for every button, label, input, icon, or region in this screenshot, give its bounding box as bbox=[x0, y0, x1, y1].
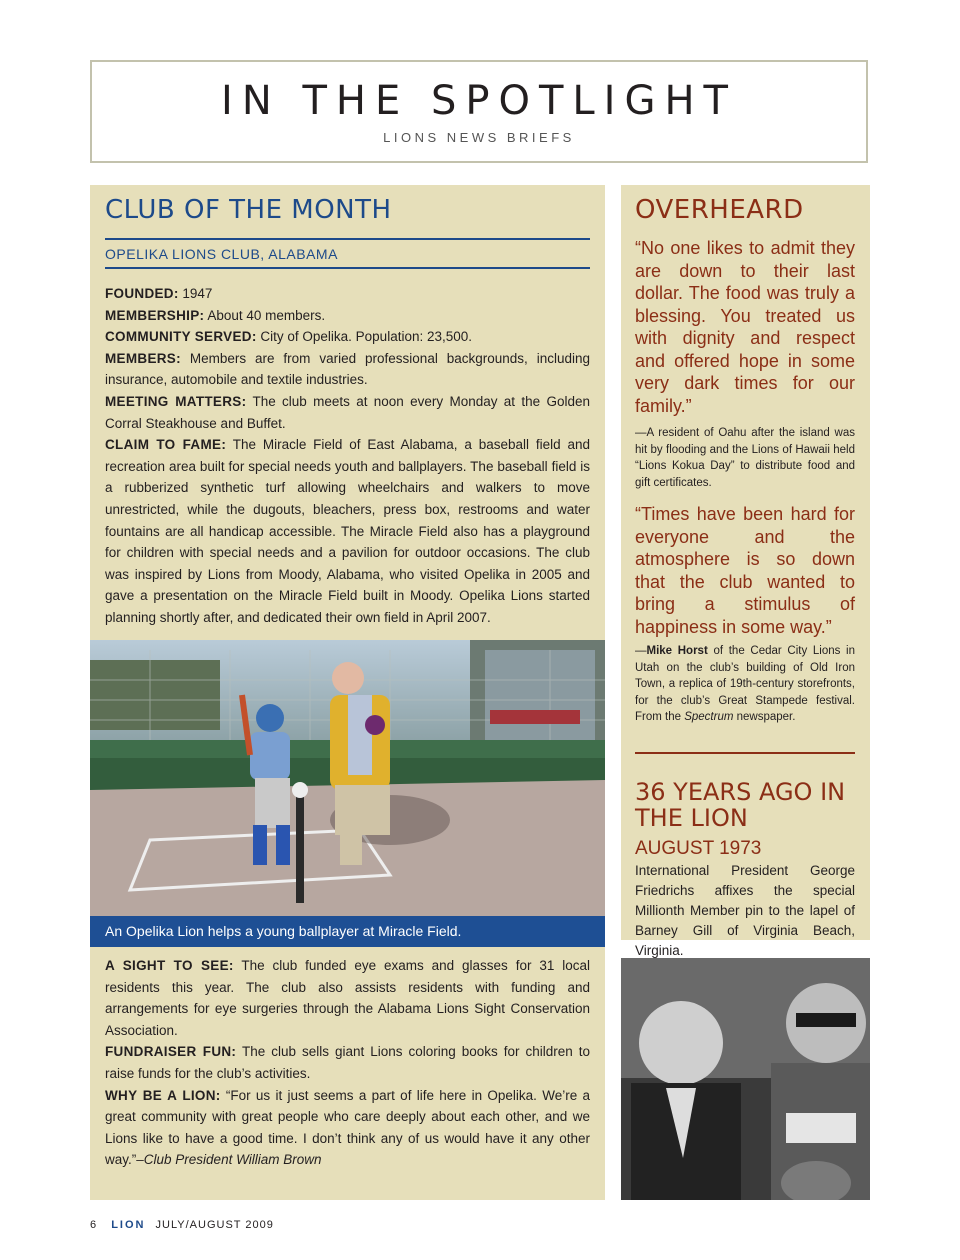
club-more-facts bbox=[105, 955, 590, 1171]
fact-label: A SIGHT TO SEE: bbox=[105, 958, 234, 973]
attribution-text: of the Cedar City Lions in Utah on the club’s building of Old Iron Town, a replica of 19th-century storefronts, for the club’s Great Stampede festival. From the bbox=[635, 645, 855, 723]
years-ago-text: International President George Friedrichs affixes the special Millionth Member pin to the lapel of Barney Gill of Virginia Beach, Virginia. bbox=[635, 863, 855, 958]
fact-value: The Miracle Field of East Alabama, a baseball field and recreation area built for special needs youth and ballplayers. The baseball field is a rubberized synthetic turf allowing wheelchairs and walkers to move unrestricted, while the dugouts, bleachers, press box, restrooms and water fountains are all handicap accessible. The Miracle Field also has a playground for children with special needs and a pavilion for outdoor occasions. The club was inspired by Lions from Moody, Alabama, who visited Opelika in 2005 and gave a presentation on the Miracle Field built in Moody. Opelika Lions started planning shortly after, and dedicated their own field in April 2007. bbox=[105, 437, 590, 625]
section-divider bbox=[635, 752, 855, 754]
page-title: IN THE SPOTLIGHT bbox=[221, 78, 737, 124]
overheard-quote-1: “No one likes to admit they are down to their last dollar. The food was truly a blessing. You treated us with dignity and respect and offered hope in some very dark times for our family.” bbox=[635, 238, 855, 416]
fact-value: City of Opelika. Population: 23,500. bbox=[256, 329, 473, 345]
club-of-the-month-panel bbox=[90, 185, 605, 1200]
fact-community bbox=[105, 326, 590, 348]
fact-members bbox=[105, 348, 590, 391]
fact-value: “For us it just seems a part of life here in Opelika. We’re a great community with great people who care deeply about each other, and we Lions like to have a good time. I don’t think any of us would have it any other way.” bbox=[105, 1087, 591, 1168]
page-subtitle: LIONS NEWS BRIEFS bbox=[383, 130, 575, 145]
fact-label: COMMUNITY SERVED: bbox=[105, 329, 257, 345]
fact-label: MEMBERS: bbox=[105, 350, 181, 366]
fact-membership bbox=[105, 305, 590, 327]
miracle-field-illustration bbox=[90, 640, 605, 916]
divider-bottom bbox=[105, 267, 590, 269]
historic-photo-illustration bbox=[621, 958, 870, 1200]
header-box bbox=[90, 60, 868, 163]
overheard-attribution-1: —A resident of Oahu after the island was hit by flooding and the Lions of Hawaii held “Lions Kokua Day” to distribute food and gift certificates. bbox=[635, 427, 855, 489]
overheard-quote-2: “Times have been hard for everyone and the atmosphere is so down that the club wanted to bring a stimulus of happiness in some way.” bbox=[635, 504, 855, 637]
fact-value: Members are from varied professional backgrounds, including insurance, automobile and textile industries. bbox=[105, 350, 590, 388]
attribution-publication: Spectrum bbox=[684, 711, 734, 723]
overheard-title: OVERHEARD bbox=[635, 195, 804, 225]
quote-signature: –Club President William Brown bbox=[136, 1152, 322, 1168]
club-section-title: CLUB OF THE MONTH bbox=[105, 195, 392, 225]
fact-value: 1947 bbox=[178, 286, 213, 301]
attribution-name: Mike Horst bbox=[646, 645, 708, 657]
fact-label: WHY BE A LION: bbox=[105, 1087, 221, 1103]
fact-why bbox=[105, 1085, 590, 1171]
issue-date: JULY/AUGUST 2009 bbox=[155, 1219, 274, 1231]
fact-claim bbox=[105, 434, 590, 628]
attribution-dash: — bbox=[635, 645, 647, 657]
fact-label: CLAIM TO FAME: bbox=[105, 437, 227, 453]
page-number: 6 bbox=[90, 1219, 98, 1231]
divider-top bbox=[105, 238, 590, 240]
overheard-attribution-2 bbox=[635, 643, 855, 726]
years-ago-title: 36 YEARS AGO IN THE LION bbox=[635, 778, 846, 832]
attribution-end: newspaper. bbox=[733, 711, 796, 723]
fact-label: FOUNDED: bbox=[105, 286, 179, 301]
historic-photo bbox=[621, 958, 870, 1200]
fact-label: MEETING MATTERS: bbox=[105, 393, 247, 409]
fact-value: About 40 members. bbox=[204, 307, 326, 323]
club-name: OPELIKA LIONS CLUB, ALABAMA bbox=[105, 246, 338, 262]
miracle-field-photo bbox=[90, 640, 605, 916]
fact-label: FUNDRAISER FUN: bbox=[105, 1044, 237, 1060]
fact-value: The club meets at noon every Monday at the Golden Corral Steakhouse and Buffet. bbox=[105, 393, 590, 431]
fact-sight bbox=[105, 955, 590, 1041]
photo-caption: An Opelika Lion helps a young ballplayer at Miracle Field. bbox=[90, 916, 605, 947]
magazine-name: LION bbox=[111, 1219, 146, 1231]
page-footer bbox=[90, 1219, 274, 1231]
overheard-panel bbox=[621, 185, 870, 958]
fact-meeting bbox=[105, 391, 590, 434]
fact-value: The club sells giant Lions coloring books for children to raise funds for the club’s activities. bbox=[105, 1044, 590, 1081]
fact-founded bbox=[105, 283, 590, 305]
fact-value: The club funded eye exams and glasses for 31 local residents this year. The club also assists residents with funding and arrangements for eye surgeries through the Alabama Lions Sight Conservation Association. bbox=[105, 958, 591, 1038]
years-ago-date: AUGUST 1973 bbox=[635, 838, 762, 859]
fact-label: MEMBERSHIP: bbox=[105, 307, 205, 323]
fact-fundraiser bbox=[105, 1041, 590, 1084]
club-facts bbox=[105, 283, 590, 629]
